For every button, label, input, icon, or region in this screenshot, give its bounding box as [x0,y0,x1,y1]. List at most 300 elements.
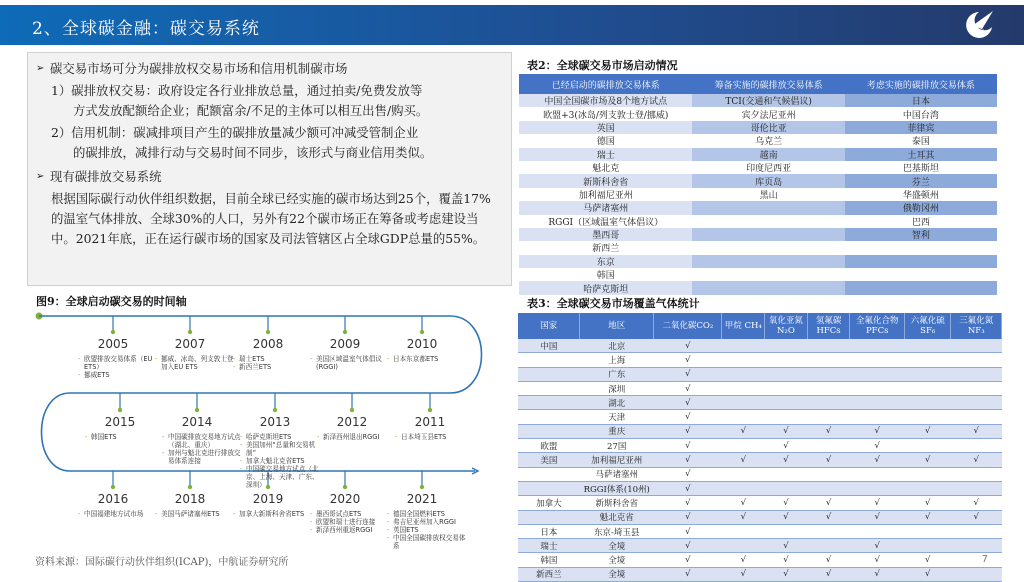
check-mark-icon: √ [904,510,951,524]
table3-cell [518,481,580,495]
timeline-entry [317,415,397,441]
table2-row [519,268,997,281]
check-mark-icon: √ [807,510,850,524]
check-mark-icon [765,481,808,495]
table3-header: 氢氟碳 HFCs [807,313,850,339]
table3-header: 地区 [580,313,654,339]
table2-row [519,107,997,120]
timeline-year: 2005 [97,337,129,351]
check-mark-icon [850,381,905,395]
timeline-event: - 韩国ETS [85,433,165,441]
table2-cell [845,268,997,281]
table2-cell [692,241,844,254]
table2-cell [692,215,844,228]
table2-cell: 哈萨克斯坦 [519,281,692,294]
table3-cell: 东京-埼玉县 [580,524,654,538]
check-mark-icon: √ [807,567,850,581]
page-title: 2、全球碳金融：碳交易系统 [32,19,260,39]
check-mark-icon [722,467,765,481]
timeline-event: - 瑞士ETS [233,355,313,363]
check-mark-icon [904,339,951,353]
table2-cell: TCI(交通和气候倡议) [692,94,844,107]
check-mark-icon [807,381,850,395]
check-mark-icon [904,367,951,381]
timeline-year: 2018 [174,492,206,506]
check-mark-icon: √ [951,496,1002,510]
table3-row [518,553,1002,567]
timeline-year: 2021 [406,492,438,506]
check-mark-icon: √ [765,496,808,510]
check-mark-icon: √ [654,410,722,424]
check-mark-icon [850,353,905,367]
arrow-bullet-icon: ➢ [36,63,45,74]
timeline-event: - 加州与魁北克进行排放交易体系连接 [162,449,242,465]
check-mark-icon: √ [850,439,905,453]
table3-cell [518,367,580,381]
check-mark-icon: √ [765,539,808,553]
table3-cell: 瑞士 [518,539,580,553]
table3-cell [518,510,580,524]
summary-paragraph: 根据国际碳行动伙伴组织数据，目前全球已经实施的碳市场达到25个，覆盖17%的温室气体排放、全球30%的人口，另外有22个碳市场正在筹备或考虑建设当中。2021年底，正在运行碳市场的国家及司法管辖区占全球GDP总量的55%。 [51,191,491,246]
table3-cell: 日本 [518,524,580,538]
table3-cell: 中国 [518,339,580,353]
timeline-event: - 加拿大魁北克省ETS [240,457,320,465]
check-mark-icon: √ [765,453,808,467]
table2-cell: 土耳其 [845,148,997,161]
table2-cell: 德国 [519,134,692,147]
table3-header: 氧化亚氮 N₂O [765,313,808,339]
check-mark-icon [807,410,850,424]
table2-cell: 泰国 [845,134,997,147]
table3-header: 三氟化氮 NF₃ [951,313,1002,339]
table2-cell [692,201,844,214]
timeline-event: - 英国ETS [387,526,467,534]
table2-cell: 越南 [692,148,844,161]
check-mark-icon: √ [654,553,722,567]
check-mark-icon: √ [722,567,765,581]
check-mark-icon: √ [765,567,808,581]
table2-row [519,134,997,147]
check-mark-icon: √ [654,381,722,395]
table3-cell: 马萨诸塞州 [580,467,654,481]
svg-text:AVIC: AVIC [975,29,985,34]
table2-cell [845,281,997,294]
timeline-entry [155,492,235,518]
timeline-event: - 弗吉尼亚州加入RGGI [387,518,467,526]
timeline-entry [233,337,313,371]
table2-cell: 芬兰 [845,174,997,187]
table3-row [518,367,1002,381]
check-mark-icon: √ [765,510,808,524]
check-mark-icon [850,410,905,424]
check-mark-icon: √ [654,396,722,410]
timeline-year: 2009 [329,337,361,351]
table3-cell: 美国 [518,453,580,467]
table3-cell: 上海 [580,353,654,367]
table3-cell [518,353,580,367]
table2-row [519,228,997,241]
timeline-entry [155,337,235,371]
title-bar [0,5,1024,45]
table2-row [519,201,997,214]
table3-caption: 表3：全球碳交易市场覆盖气体统计 [527,297,700,310]
check-mark-icon [722,381,765,395]
table2-row [519,188,997,201]
check-mark-icon [904,481,951,495]
check-mark-icon [904,381,951,395]
check-mark-icon: √ [722,553,765,567]
source-note: 资料来源：国际碳行动伙伴组织(ICAP)，中航证券研究所 [35,557,289,568]
timeline-year: 2008 [252,337,284,351]
check-mark-icon: √ [850,567,905,581]
table3-cell: 新斯科舍省 [580,496,654,510]
table2-cell: 哥伦比亚 [692,121,844,134]
table2-cell: 东京 [519,255,692,268]
check-mark-icon [951,353,1002,367]
check-mark-icon [765,339,808,353]
check-mark-icon [850,367,905,381]
bullet-heading-2: 现有碳排放交易系统 [50,169,162,184]
table2-row [519,161,997,174]
check-mark-icon [904,353,951,367]
table3-cell: 广东 [580,367,654,381]
check-mark-icon: √ [850,553,905,567]
table3-row [518,381,1002,395]
table2-cell [692,228,844,241]
timeline-event: - 中国碳交易地方试点（北京、上海、天津、广东、深圳） [240,465,320,489]
check-mark-icon: √ [904,496,951,510]
table2-cell: RGGI（区域温室气体倡议） [519,215,692,228]
timeline-entry [85,415,165,441]
timeline-event: - 美国马萨诸塞州ETS [155,510,235,518]
check-mark-icon: √ [654,453,722,467]
check-mark-icon: √ [807,553,850,567]
check-mark-icon [722,539,765,553]
check-mark-icon: √ [722,496,765,510]
table2-cell: 新西兰 [519,241,692,254]
table2-caption: 表2：全球碳交易市场启动情况 [527,59,678,72]
timeline-year: 2019 [252,492,284,506]
check-mark-icon [904,439,951,453]
check-mark-icon [807,539,850,553]
table3-header: 全氟化合物 PFCs [850,313,905,339]
table2-cell: 印度尼西亚 [692,161,844,174]
check-mark-icon [850,339,905,353]
check-mark-icon [951,439,1002,453]
table2-cell: 黑山 [692,188,844,201]
timeline-event: - 日本埼玉县ETS [395,433,475,441]
table2-cell: 乌克兰 [692,134,844,147]
check-mark-icon [850,467,905,481]
check-mark-icon [765,467,808,481]
check-mark-icon [765,353,808,367]
table3-cell: 加利福尼亚州 [580,453,654,467]
check-mark-icon [722,524,765,538]
check-mark-icon [951,481,1002,495]
timeline-entry [387,492,467,550]
check-mark-icon: √ [654,367,722,381]
check-mark-icon: √ [654,539,722,553]
table3-cell: 27国 [580,439,654,453]
table2-cell: 库页岛 [692,174,844,187]
check-mark-icon [807,396,850,410]
check-mark-icon: √ [850,424,905,438]
check-mark-icon: √ [850,510,905,524]
timeline-event: - 挪威、冰岛、列支敦士登加入EU ETS [155,355,235,371]
table2-cell [692,255,844,268]
check-mark-icon: √ [951,424,1002,438]
check-mark-icon [951,467,1002,481]
table2-cell: 中国全国碳市场及8个地方试点 [519,94,692,107]
table3-cell: 欧盟 [518,439,580,453]
table3-cell [518,424,580,438]
check-mark-icon: √ [807,496,850,510]
table2-cell [845,255,997,268]
table2-cell: 宾夕法尼亚州 [692,107,844,120]
check-mark-icon: √ [654,496,722,510]
check-mark-icon [951,539,1002,553]
check-mark-icon [722,367,765,381]
check-mark-icon [722,339,765,353]
table3-cell: 魁北克省 [580,510,654,524]
table2-cell: 马萨诸塞州 [519,201,692,214]
check-mark-icon [951,524,1002,538]
table2-row [519,215,997,228]
check-mark-icon [904,396,951,410]
timeline-event: - 挪威ETS [78,371,158,379]
table2-cell: 加利福尼亚州 [519,188,692,201]
timeline-entry [310,337,390,371]
timeline-event: - 欧盟和瑞士进行连接 [310,518,390,526]
check-mark-icon [722,396,765,410]
timeline-entry [240,415,320,489]
table3-cell [518,467,580,481]
timeline-year: 2020 [329,492,361,506]
check-mark-icon [850,396,905,410]
table2-market-launch [519,74,997,295]
check-mark-icon [850,481,905,495]
table3-cell: 深圳 [580,381,654,395]
check-mark-icon [722,353,765,367]
table2-row [519,255,997,268]
table2-cell: 华盛顿州 [845,188,997,201]
table3-cell: 全境 [580,553,654,567]
timeline-year: 2012 [336,415,368,429]
table3-gas-coverage [518,313,1002,582]
table2-row [519,148,997,161]
table3-row [518,567,1002,581]
check-mark-icon [765,524,808,538]
check-mark-icon [807,481,850,495]
table3-cell: 加拿大 [518,496,580,510]
check-mark-icon [765,381,808,395]
table3-cell: 韩国 [518,553,580,567]
table3-cell [518,410,580,424]
timeline-event: - 美国区域温室气体倡议(RGGI) [310,355,390,371]
check-mark-icon [951,396,1002,410]
check-mark-icon: √ [654,439,722,453]
timeline-event: - 哈萨克斯坦ETS [240,433,320,441]
table2-cell: 菲律宾 [845,121,997,134]
timeline-entry [78,492,158,518]
check-mark-icon: √ [850,496,905,510]
timeline-entry [162,415,242,465]
table2-header: 筹备实施的碳排放交易体系 [692,74,844,94]
check-mark-icon: √ [654,510,722,524]
table3-cell: 北京 [580,339,654,353]
check-mark-icon [722,410,765,424]
timeline-year: 2015 [104,415,136,429]
table2-cell [692,268,844,281]
check-mark-icon [807,524,850,538]
check-mark-icon [904,410,951,424]
check-mark-icon: √ [722,510,765,524]
check-mark-icon [951,410,1002,424]
check-mark-icon: √ [904,567,951,581]
table3-cell [518,396,580,410]
check-mark-icon [765,367,808,381]
check-mark-icon [951,567,1002,581]
table3-row [518,539,1002,553]
table2-cell: 瑞士 [519,148,692,161]
timeline-entry [78,337,158,379]
timeline-event: - 日本东京都ETS [387,355,467,363]
check-mark-icon: √ [722,453,765,467]
table2-cell: 欧盟+3(冰岛/列支敦士登/挪威) [519,107,692,120]
check-mark-icon [722,481,765,495]
item2-line1: 2）信用机制：碳减排项目产生的碳排放量减少额可冲减受管制企业 [51,125,419,140]
check-mark-icon: √ [951,510,1002,524]
check-mark-icon: √ [807,424,850,438]
timeline-event: - 德国全国燃料ETS [387,510,467,518]
check-mark-icon: √ [654,567,722,581]
table3-row [518,396,1002,410]
table2-cell: 巴基斯坦 [845,161,997,174]
table3-cell [518,381,580,395]
check-mark-icon: √ [904,453,951,467]
page-number: 7 [981,554,988,565]
timeline-event: - 新西兰ETS [233,363,313,371]
check-mark-icon: √ [850,539,905,553]
check-mark-icon: √ [951,453,1002,467]
arrow-bullet-icon: ➢ [36,171,45,182]
check-mark-icon: √ [654,524,722,538]
check-mark-icon: √ [654,424,722,438]
table2-cell: 俄勒冈州 [845,201,997,214]
check-mark-icon [951,553,1002,567]
timeline-event: - 加拿大新斯科舍省ETS [233,510,313,518]
check-mark-icon [904,539,951,553]
table3-row [518,353,1002,367]
table2-cell: 日本 [845,94,997,107]
check-mark-icon: √ [807,453,850,467]
table3-row [518,467,1002,481]
check-mark-icon: √ [722,424,765,438]
timeline-year: 2010 [406,337,438,351]
timeline-entry [387,337,467,363]
table2-cell: 韩国 [519,268,692,281]
table2-cell: 巴西 [845,215,997,228]
table2-header: 考虑实施的碳排放交易体系 [845,74,997,94]
table3-cell: 重庆 [580,424,654,438]
table3-cell: 全境 [580,567,654,581]
table3-row [518,510,1002,524]
table2-row [519,94,997,107]
table3-header: 二氧化碳CO₂ [654,313,722,339]
timeline-event: - 中国碳排放交易地方试点（湖北、重庆） [162,433,242,449]
table2-cell: 智利 [845,228,997,241]
item1-line1: 1）碳排放权交易：政府设定各行业排放总量，通过拍卖/免费发放等 [51,83,423,98]
table3-row [518,496,1002,510]
table2-row [519,121,997,134]
table2-row [519,241,997,254]
check-mark-icon [850,524,905,538]
check-mark-icon [951,339,1002,353]
check-mark-icon [765,396,808,410]
timeline-entry [233,492,313,518]
check-mark-icon [951,381,1002,395]
table3-cell: RGGI体系(10州) [580,481,654,495]
table3-header: 甲烷 CH₄ [722,313,765,339]
check-mark-icon: √ [904,553,951,567]
table3-row [518,524,1002,538]
timeline-event: - 中国全国碳排放权交易体系 [387,534,467,550]
timeline-event: - 美国加州“总量和交易机制” [240,441,320,457]
check-mark-icon [807,367,850,381]
figure9-caption: 图9：全球启动碳交易的时间轴 [36,295,187,308]
table3-cell: 新西兰 [518,567,580,581]
check-mark-icon: √ [765,439,808,453]
check-mark-icon: √ [765,424,808,438]
check-mark-icon: √ [654,467,722,481]
table2-cell: 中国台湾 [845,107,997,120]
table2-row [519,174,997,187]
timeline-year: 2013 [259,415,291,429]
table3-cell: 全境 [580,539,654,553]
table2-cell [692,281,844,294]
table3-row [518,453,1002,467]
table3-row [518,410,1002,424]
check-mark-icon [722,439,765,453]
check-mark-icon: √ [654,339,722,353]
check-mark-icon [807,353,850,367]
summary-textbox [27,52,512,286]
timeline-figure [30,305,510,550]
check-mark-icon [807,467,850,481]
check-mark-icon [951,367,1002,381]
check-mark-icon [765,410,808,424]
timeline-event: - 新泽西州重返RGGI [310,526,390,534]
check-mark-icon [904,524,951,538]
timeline-event: - 中国福建地方试市场 [78,510,158,518]
check-mark-icon: √ [654,481,722,495]
table2-cell [845,241,997,254]
timeline-event: - 欧盟排放交易体系（EU ETS） [78,355,158,371]
timeline-year: 2014 [181,415,213,429]
check-mark-icon: √ [654,353,722,367]
table3-row [518,439,1002,453]
timeline-event: - 墨西哥试点ETS [310,510,390,518]
table3-header: 六氟化硫 SF₆ [904,313,951,339]
timeline-year: 2011 [414,415,446,429]
check-mark-icon: √ [904,424,951,438]
table2-cell: 新斯科舍省 [519,174,692,187]
check-mark-icon: √ [850,453,905,467]
table2-cell: 墨西哥 [519,228,692,241]
check-mark-icon [904,467,951,481]
table2-cell: 英国 [519,121,692,134]
check-mark-icon: √ [765,553,808,567]
